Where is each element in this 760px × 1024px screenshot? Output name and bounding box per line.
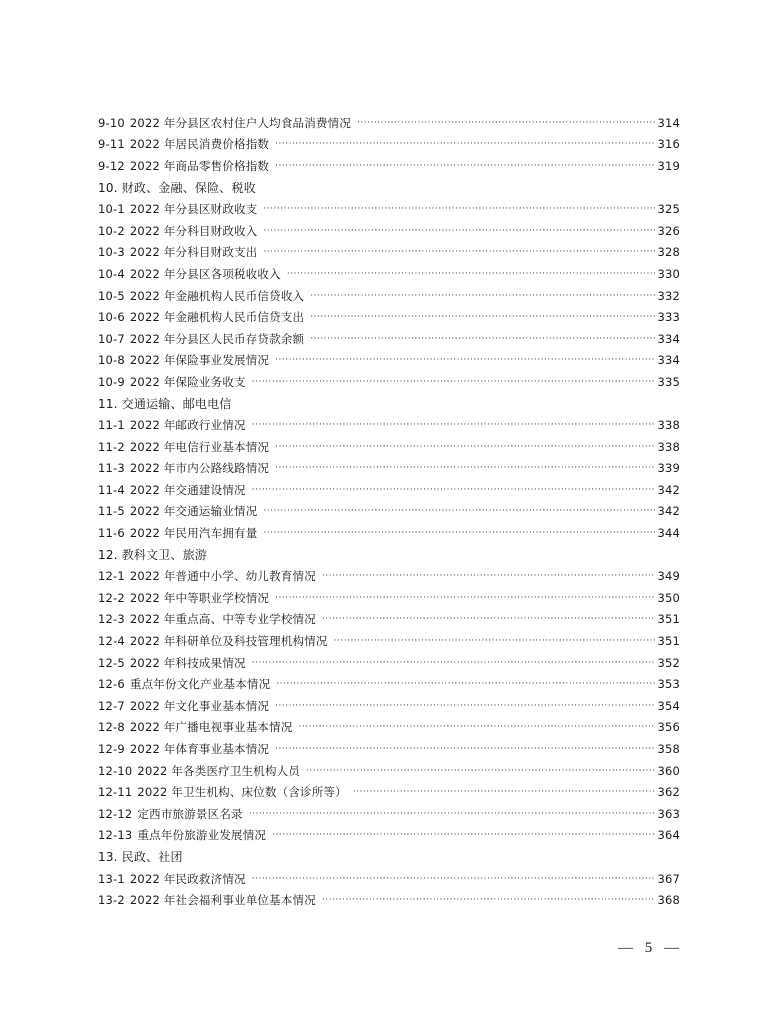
toc-entry: [98, 652, 680, 674]
entry-title: 2022 年交通建设情况: [129, 482, 246, 497]
entry-page-number: 349: [657, 569, 680, 584]
entry-title: 2022 年普通中小学、幼儿教育情况: [129, 569, 316, 584]
dot-leader: [306, 766, 655, 776]
dot-leader: [322, 895, 656, 905]
toc-entry: [98, 350, 680, 372]
toc-entry: [98, 803, 680, 825]
entry-number: 10-4: [98, 266, 125, 281]
toc-entry: [98, 479, 680, 501]
toc-entry: [98, 458, 680, 480]
entry-title: 重点年份文化产业基本情况: [129, 677, 271, 692]
toc-entry: [98, 673, 680, 695]
entry-title: 2022 年保险业务收支: [129, 374, 246, 389]
entry-number: 11-1: [98, 418, 125, 433]
entry-number: 13-1: [98, 871, 125, 886]
toc-entry: [98, 781, 680, 803]
dot-leader: [276, 679, 655, 689]
dot-leader: [263, 528, 655, 538]
toc-entry: [98, 242, 680, 264]
dot-leader: [275, 701, 655, 711]
entry-title: 2022 年分县区各项税收收入: [129, 266, 281, 281]
section-heading: [98, 544, 680, 566]
entry-page-number: 326: [657, 223, 680, 238]
entry-page-number: 334: [657, 353, 680, 368]
dot-leader: [275, 593, 655, 603]
dot-leader: [275, 442, 655, 452]
entry-number: 12-11: [98, 785, 133, 800]
entry-page-number: 351: [657, 634, 680, 649]
entry-page-number: 338: [657, 439, 680, 454]
toc-entry: [98, 306, 680, 328]
toc-entry: [98, 717, 680, 739]
dot-leader: [275, 744, 655, 754]
entry-page-number: 367: [657, 871, 680, 886]
dot-leader: [310, 291, 655, 301]
toc-entry: [98, 112, 680, 134]
dot-leader: [287, 269, 656, 279]
entry-title: 2022 年体育事业基本情况: [129, 742, 270, 757]
entry-title: 定西市旅游景区名录: [137, 806, 243, 821]
toc-entry: [98, 285, 680, 307]
toc-entry: [98, 630, 680, 652]
entry-title: 2022 年广播电视事业基本情况: [129, 720, 293, 735]
entry-number: 9-10: [98, 115, 125, 130]
entry-page-number: 353: [657, 677, 680, 692]
dot-leader: [322, 614, 656, 624]
entry-number: 12-4: [98, 634, 125, 649]
entry-number: 13-2: [98, 893, 125, 908]
dot-leader: [353, 787, 656, 797]
entry-title: 2022 年各类医疗卫生机构人员: [137, 763, 301, 778]
toc-entry: [98, 587, 680, 609]
toc-entry: [98, 198, 680, 220]
entry-title: 2022 年社会福利事业单位基本情况: [129, 893, 316, 908]
dot-leader: [252, 420, 656, 430]
toc-entry: [98, 738, 680, 760]
entry-page-number: 351: [657, 612, 680, 627]
entry-number: 12-10: [98, 763, 133, 778]
entry-number: 10-5: [98, 288, 125, 303]
entry-page-number: 314: [657, 115, 680, 130]
entry-page-number: 363: [657, 806, 680, 821]
section-title: 10. 财政、金融、保险、税收: [98, 181, 256, 196]
entry-title: 2022 年金融机构人民币信贷收入: [129, 288, 305, 303]
entry-page-number: 354: [657, 698, 680, 713]
entry-title: 2022 年科技成果情况: [129, 655, 246, 670]
toc-entry: [98, 501, 680, 523]
toc-entry: [98, 371, 680, 393]
entry-number: 11-2: [98, 439, 125, 454]
entry-page-number: 319: [657, 158, 680, 173]
entry-number: 12-2: [98, 590, 125, 605]
dot-leader: [263, 226, 655, 236]
entry-page-number: 335: [657, 374, 680, 389]
toc-entry: [98, 889, 680, 911]
toc-entry: [98, 155, 680, 177]
entry-number: 12-8: [98, 720, 125, 735]
entry-title: 2022 年分科目财政收入: [129, 223, 258, 238]
dot-leader: [263, 204, 655, 214]
entry-title: 2022 年分县区人民币存贷款余额: [129, 331, 305, 346]
page-number: — 5 —: [618, 940, 683, 956]
entry-title: 2022 年民用汽车拥有量: [129, 526, 258, 541]
entry-title: 2022 年电信行业基本情况: [129, 439, 270, 454]
dot-leader: [310, 334, 655, 344]
toc-entry: [98, 609, 680, 631]
dot-leader: [357, 118, 655, 128]
entry-number: 10-2: [98, 223, 125, 238]
entry-page-number: 362: [657, 785, 680, 800]
entry-number: 11-6: [98, 526, 125, 541]
section-heading: [98, 393, 680, 415]
entry-page-number: 368: [657, 893, 680, 908]
entry-number: 12-7: [98, 698, 125, 713]
entry-title: 2022 年分县区农村住户人均食品消费情况: [129, 115, 352, 130]
dot-leader: [275, 161, 655, 171]
entry-page-number: 360: [657, 763, 680, 778]
entry-title: 2022 年交通运输业情况: [129, 504, 258, 519]
entry-number: 11-4: [98, 482, 125, 497]
entry-number: 10-7: [98, 331, 125, 346]
entry-title: 2022 年保险事业发展情况: [129, 353, 270, 368]
entry-page-number: 342: [657, 504, 680, 519]
section-title: 11. 交通运输、邮电电信: [98, 397, 232, 412]
dot-leader: [252, 874, 656, 884]
dot-leader: [275, 355, 655, 365]
entry-number: 12-6: [98, 677, 125, 692]
section-heading: [98, 177, 680, 199]
entry-page-number: 328: [657, 245, 680, 260]
entry-page-number: 356: [657, 720, 680, 735]
entry-title: 2022 年民政救济情况: [129, 871, 246, 886]
toc-entry: [98, 825, 680, 847]
entry-title: 2022 年中等职业学校情况: [129, 590, 270, 605]
dot-leader: [334, 636, 656, 646]
entry-page-number: 344: [657, 526, 680, 541]
entry-title: 2022 年分县区财政收支: [129, 202, 258, 217]
entry-number: 12-12: [98, 806, 133, 821]
entry-number: 9-11: [98, 137, 125, 152]
section-title: 12. 教科文卫、旅游: [98, 548, 208, 563]
section-title: 13. 民政、社团: [98, 850, 183, 865]
toc-entry: [98, 565, 680, 587]
toc-entry: [98, 436, 680, 458]
entry-page-number: 358: [657, 742, 680, 757]
entry-number: 9-12: [98, 158, 125, 173]
toc-entry: [98, 760, 680, 782]
entry-number: 12-3: [98, 612, 125, 627]
table-of-contents: [98, 112, 680, 911]
toc-entry: [98, 868, 680, 890]
toc-entry: [98, 522, 680, 544]
entry-page-number: 325: [657, 202, 680, 217]
entry-number: 12-1: [98, 569, 125, 584]
entry-title: 2022 年文化事业基本情况: [129, 698, 270, 713]
entry-page-number: 316: [657, 137, 680, 152]
dot-leader: [322, 571, 656, 581]
dot-leader: [275, 463, 655, 473]
dot-leader: [263, 506, 655, 516]
entry-number: 11-5: [98, 504, 125, 519]
entry-number: 12-9: [98, 742, 125, 757]
entry-title: 2022 年邮政行业情况: [129, 418, 246, 433]
entry-title: 2022 年市内公路线路情况: [129, 461, 270, 476]
dot-leader: [252, 377, 656, 387]
entry-title: 2022 年商品零售价格指数: [129, 158, 270, 173]
dot-leader: [299, 722, 656, 732]
entry-number: 10-3: [98, 245, 125, 260]
entry-title: 2022 年科研单位及科技管理机构情况: [129, 634, 328, 649]
entry-page-number: 342: [657, 482, 680, 497]
toc-entry: [98, 134, 680, 156]
entry-number: 10-1: [98, 202, 125, 217]
toc-entry: [98, 328, 680, 350]
entry-title: 2022 年卫生机构、床位数（含诊所等）: [137, 785, 347, 800]
entry-page-number: 334: [657, 331, 680, 346]
entry-number: 10-9: [98, 374, 125, 389]
entry-title: 重点年份旅游业发展情况: [137, 828, 267, 843]
entry-title: 2022 年重点高、中等专业学校情况: [129, 612, 316, 627]
dot-leader: [310, 312, 655, 322]
entry-page-number: 350: [657, 590, 680, 605]
dot-leader: [272, 830, 655, 840]
dot-leader: [275, 139, 655, 149]
dot-leader: [249, 809, 656, 819]
entry-number: 10-8: [98, 353, 125, 368]
section-heading: [98, 846, 680, 868]
entry-page-number: 339: [657, 461, 680, 476]
toc-entry: [98, 263, 680, 285]
entry-page-number: 364: [657, 828, 680, 843]
entry-number: 10-6: [98, 310, 125, 325]
entry-page-number: 338: [657, 418, 680, 433]
dot-leader: [252, 658, 656, 668]
entry-page-number: 332: [657, 288, 680, 303]
entry-title: 2022 年分科目财政支出: [129, 245, 258, 260]
dot-leader: [263, 247, 655, 257]
toc-entry: [98, 220, 680, 242]
entry-page-number: 352: [657, 655, 680, 670]
toc-entry: [98, 414, 680, 436]
entry-number: 12-13: [98, 828, 133, 843]
entry-page-number: 333: [657, 310, 680, 325]
entry-title: 2022 年居民消费价格指数: [129, 137, 270, 152]
entry-page-number: 330: [657, 266, 680, 281]
entry-number: 12-5: [98, 655, 125, 670]
dot-leader: [252, 485, 656, 495]
toc-entry: [98, 695, 680, 717]
entry-title: 2022 年金融机构人民币信贷支出: [129, 310, 305, 325]
entry-number: 11-3: [98, 461, 125, 476]
